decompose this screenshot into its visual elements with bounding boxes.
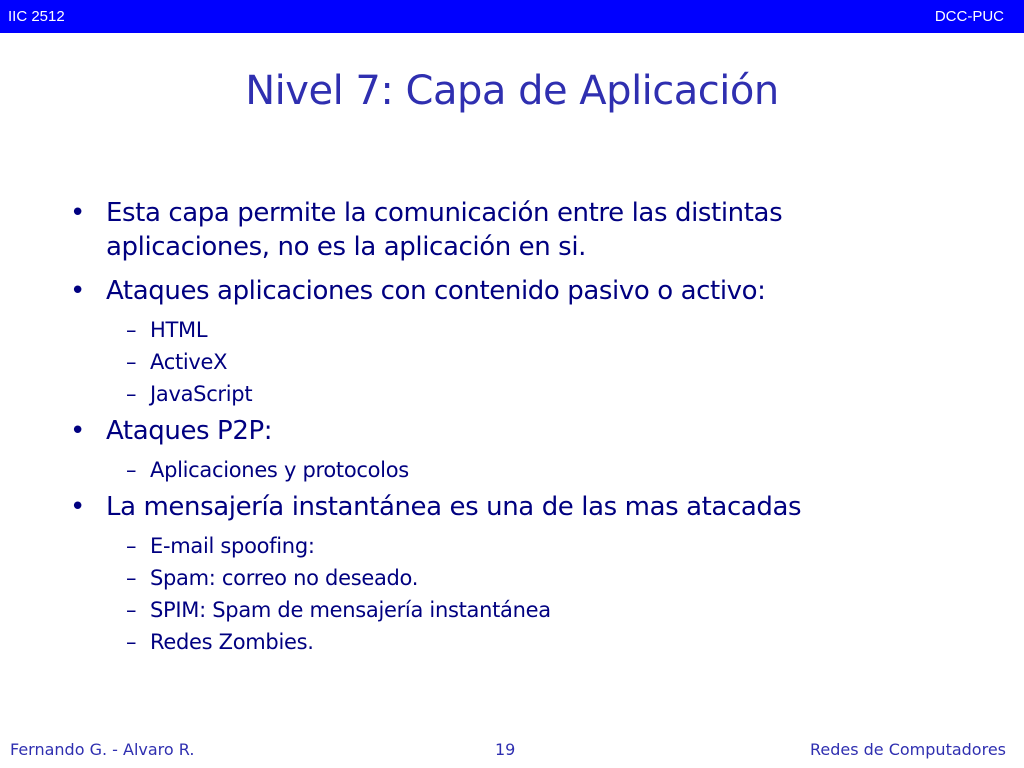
sub-bullet-text: JavaScript (150, 382, 253, 406)
dash-icon: – (126, 318, 137, 342)
dash-icon: – (126, 534, 137, 558)
sub-bullet-text: HTML (150, 318, 208, 342)
sub-bullet-item (68, 628, 948, 656)
bullet-item (68, 414, 948, 448)
department-label: DCC-PUC (934, 8, 1004, 25)
sub-bullet-item (68, 564, 948, 592)
dash-icon: – (126, 458, 137, 482)
dash-icon: – (126, 350, 137, 374)
page-number: 19 (495, 740, 516, 759)
authors: Fernando G. - Alvaro R. (10, 740, 195, 759)
sub-bullet-text: E-mail spoofing: (150, 534, 315, 558)
sub-bullet-text: Aplicaciones y protocolos (150, 458, 409, 482)
sub-bullet-text: SPIM: Spam de mensajería instantánea (150, 598, 551, 622)
dash-icon: – (126, 382, 137, 406)
bullet-text: Ataques aplicaciones con contenido pasivo o activo: (106, 276, 766, 306)
bullet-icon: • (70, 276, 85, 306)
bullet-item (68, 274, 948, 308)
dash-icon: – (126, 630, 137, 654)
bullet-item (68, 196, 948, 264)
dash-icon: – (126, 598, 137, 622)
bullet-text: Esta capa permite la comunicación entre las distintas aplicaciones, no es la aplicación en si. (106, 198, 783, 262)
sub-bullet-item (68, 596, 948, 624)
bullet-text: Ataques P2P: (106, 416, 273, 446)
bullet-text: La mensajería instantánea es una de las mas atacadas (106, 492, 802, 522)
course-name: Redes de Computadores (809, 740, 1006, 759)
top-banner (0, 0, 1024, 33)
sub-bullet-text: Spam: correo no deseado. (150, 566, 419, 590)
course-code: IIC 2512 (8, 8, 65, 25)
dash-icon: – (126, 566, 137, 590)
bullet-icon: • (70, 492, 85, 522)
bullet-icon: • (70, 416, 85, 446)
sub-bullet-item (68, 380, 948, 408)
bullet-icon: • (70, 198, 85, 228)
sub-bullet-item (68, 456, 948, 484)
slide-body (68, 196, 948, 662)
sub-bullet-text: ActiveX (150, 350, 228, 374)
sub-bullet-item (68, 348, 948, 376)
sub-bullet-item (68, 316, 948, 344)
bullet-item (68, 490, 948, 524)
slide-title: Nivel 7: Capa de Aplicación (245, 68, 779, 114)
sub-bullet-text: Redes Zombies. (150, 630, 314, 654)
sub-bullet-item (68, 532, 948, 560)
